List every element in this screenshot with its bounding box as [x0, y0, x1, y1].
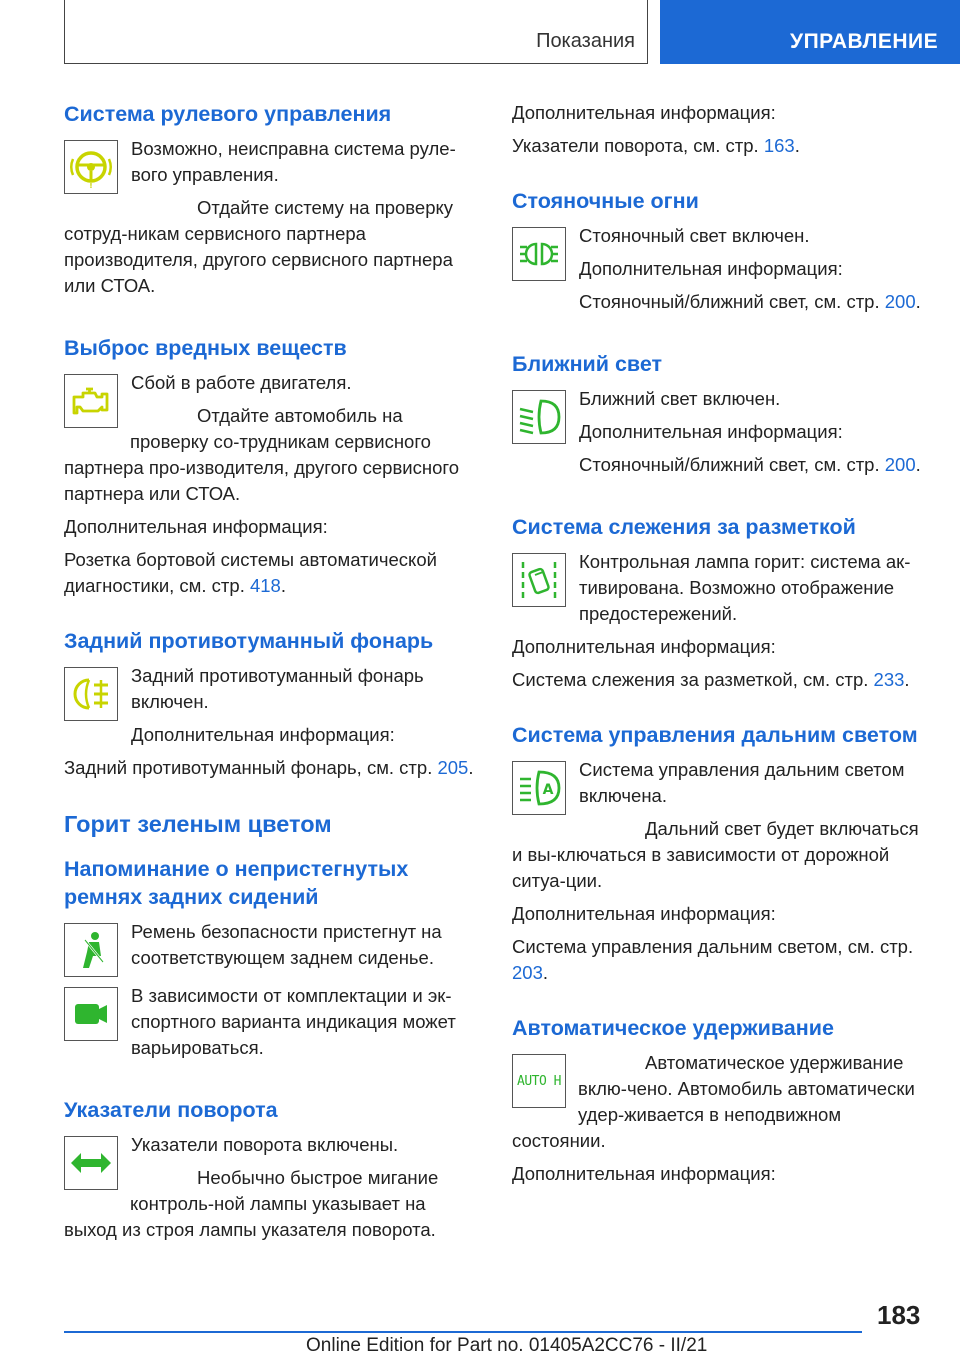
rear-fog-light-icon: [64, 667, 118, 721]
header-section-box: [64, 0, 648, 64]
seatbelt-icon: [64, 923, 118, 977]
high-beam-more-label: Дополнительная информация:: [512, 903, 776, 924]
page-link-418[interactable]: 418: [249, 575, 281, 596]
fog-title: Задний противотуманный фонарь: [64, 629, 434, 653]
steering-section: [64, 100, 478, 306]
parking-section: [512, 187, 926, 322]
turn-text-1: Указатели поворота включены.: [131, 1134, 399, 1155]
rear-seat-indicator-icon: [64, 987, 118, 1041]
emissions-section: [64, 334, 478, 599]
header-section-title: Показания: [536, 30, 635, 52]
auto-hold-icon: [512, 1054, 566, 1108]
turn-more-label: Дополнительная информация:: [512, 102, 776, 123]
page-link-200-b[interactable]: 200: [884, 454, 916, 475]
footer-divider: [64, 1331, 862, 1333]
turn-text-2: Необычно быстрое мигание контроль-ной лампы указывает на выход из строя лампы указателя поворота.: [64, 1167, 439, 1240]
low-beam-icon: [512, 390, 566, 444]
page-link-163[interactable]: 163: [763, 135, 795, 156]
low-beam-title: Ближний свет: [512, 352, 663, 376]
low-beam-section: [512, 350, 926, 485]
lane-more-label: Дополнительная информация:: [512, 636, 776, 657]
turn-ref-text: Указатели поворота, см. стр. 163.: [512, 135, 800, 156]
emissions-title: Выброс вредных веществ: [64, 336, 347, 360]
emissions-text-2: Отдайте автомобиль на проверку со-трудникам сервисного партнера про-изводителя, другого сервисного партнера или СТОА.: [64, 405, 460, 504]
fog-ref-text: Задний противотуманный фонарь, см. стр. 205.: [64, 757, 474, 778]
autohold-section: [512, 1014, 926, 1187]
high-beam-assist-icon: [512, 761, 566, 815]
lane-ref-text: Система слежения за разметкой, см. стр. 233.: [512, 669, 910, 690]
parking-light-icon: [512, 227, 566, 281]
turn-section: [64, 1096, 478, 1250]
autohold-more-label: Дополнительная информация:: [512, 1163, 776, 1184]
header-chapter-title: УПРАВЛЕНИЕ: [790, 30, 939, 53]
lane-text-1: Контрольная лампа горит: система ак-тивирована. Возможно отображение предостережений.: [579, 551, 911, 624]
lane-departure-icon: [512, 553, 566, 607]
belts-text-2: В зависимости от комплектации и эк-спортного варианта индикация может варьироваться.: [131, 985, 456, 1058]
belts-section: [64, 855, 478, 1068]
belts-text-1: Ремень безопасности пристегнут на соответствующем заднем сиденье.: [131, 921, 442, 968]
lane-title: Система слежения за разметкой: [512, 515, 856, 539]
green-indicators-title: Горит зеленым цветом: [64, 811, 332, 837]
turn-signal-icon: [64, 1136, 118, 1190]
auto-hold-icon-label: AUTO H: [517, 1073, 561, 1089]
page-link-205[interactable]: 205: [437, 757, 469, 778]
lane-section: [512, 513, 926, 693]
belts-title: Напоминание о непристегнутых ремнях задних сидений: [64, 857, 409, 909]
turn-title: Указатели поворота: [64, 1098, 278, 1122]
low-beam-text-1: Ближний свет включен.: [579, 388, 781, 409]
footer-edition: Online Edition for Part no. 01405A2CC76 - II/21: [306, 1335, 708, 1356]
page-link-233[interactable]: 233: [873, 669, 905, 690]
high-beam-text-1: Система управления дальним светом включена.: [579, 759, 905, 806]
high-beam-text-2: Дальний свет будет включаться и вы-ключаться в зависимости от дорожной ситуа-ции.: [512, 818, 919, 891]
fog-text-2: Дополнительная информация:: [131, 724, 395, 745]
high-beam-ref-text: Система управления дальним светом, см. стр. 203.: [512, 936, 914, 983]
svg-text:A: A: [542, 782, 554, 798]
steering-text-1: Возможно, неисправна система руле-вого управления.: [131, 138, 456, 185]
turn-continued: [512, 100, 926, 159]
fog-section: [64, 627, 478, 781]
parking-title: Стояночные огни: [512, 189, 699, 213]
steering-title: Система рулевого управления: [64, 102, 392, 126]
left-column: [64, 100, 478, 1278]
parking-text-2: Дополнительная информация:: [579, 258, 843, 279]
high-beam-section: [512, 721, 926, 986]
low-beam-ref-text: Стояночный/ближний свет, см. стр. 200.: [579, 454, 921, 475]
page-link-203[interactable]: 203: [512, 962, 543, 983]
page-link-200[interactable]: 200: [884, 291, 916, 312]
low-beam-text-2: Дополнительная информация:: [579, 421, 843, 442]
steering-text-2: Отдайте систему на проверку сотруд-никам сервисного партнера производителя, другого сервисного партнера или СТОА.: [64, 197, 454, 296]
autohold-title: Автоматическое удерживание: [512, 1016, 834, 1040]
right-column: [512, 100, 926, 1215]
svg-text:!: !: [89, 182, 93, 189]
emissions-more-label: Дополнительная информация:: [64, 516, 328, 537]
parking-ref-text: Стояночный/ближний свет, см. стр. 200.: [579, 291, 921, 312]
header-chapter-box: [660, 0, 960, 64]
autohold-text-1: Автоматическое удерживание вклю-чено. Автомобиль автоматически удер-живается в неподвижном состоянии.: [512, 1052, 915, 1151]
emissions-text-1: Сбой в работе двигателя.: [131, 372, 352, 393]
page-number: 183: [877, 1300, 921, 1330]
fog-text-1: Задний противотуманный фонарь включен.: [131, 665, 424, 712]
emissions-ref-text: Розетка бортовой системы автоматической диагностики, см. стр. 418.: [64, 549, 437, 596]
engine-icon: [64, 374, 118, 428]
parking-text-1: Стояночный свет включен.: [579, 225, 810, 246]
high-beam-title: Система управления дальним светом: [512, 723, 918, 747]
steering-warning-icon: [64, 140, 118, 194]
